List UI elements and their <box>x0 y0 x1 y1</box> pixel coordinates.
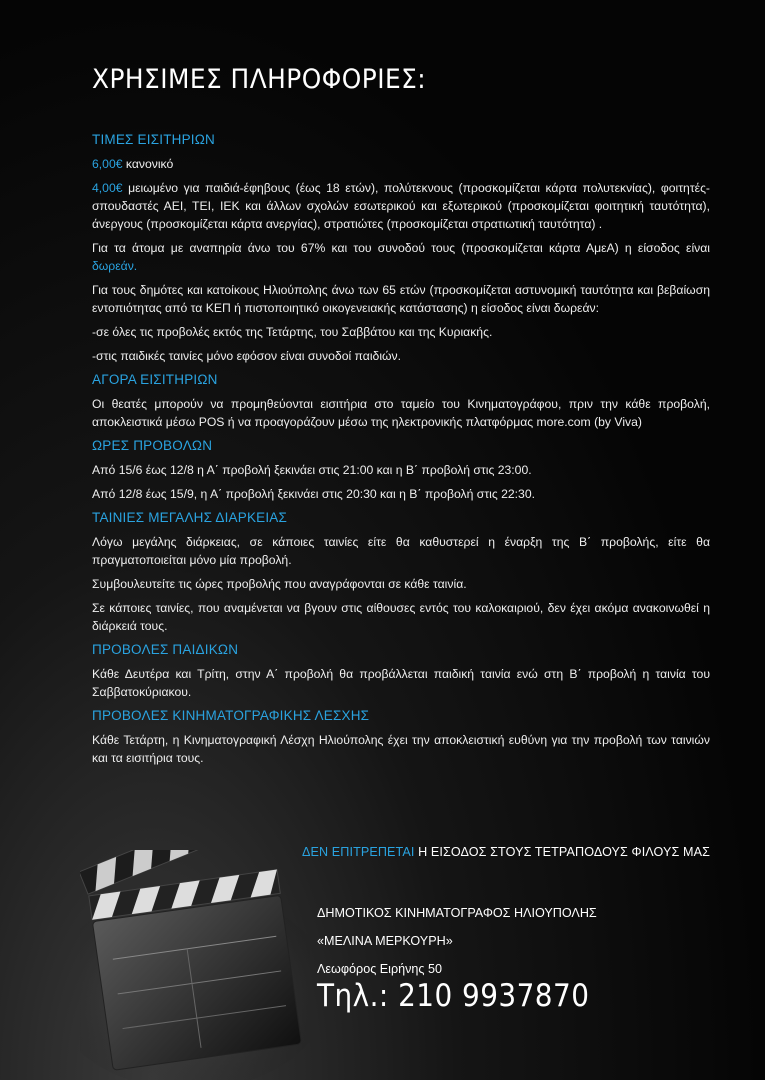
section-heading-ticket-prices: ΤΙΜΕΣ ΕΙΣΙΤΗΡΙΩΝ <box>92 132 215 147</box>
section-ticket-prices <box>92 131 710 365</box>
price-regular <box>92 155 710 173</box>
showtimes-line-1: Από 15/6 έως 12/8 η Α΄ προβολή ξεκινάει στις 21:00 και η Β΄ προβολή στις 23:00. <box>92 463 532 477</box>
section-heading-kids: ΠΡΟΒΟΛΕΣ ΠΑΙΔΙΚΩΝ <box>92 642 239 657</box>
pets-notice-rest: Η ΕΙΣΟΔΟΣ ΣΤΟΥΣ ΤΕΤΡΑΠΟΔΟΥΣ ΦΙΛΟΥΣ ΜΑΣ <box>414 845 710 859</box>
section-heading-film-club: ΠΡΟΒΟΛΕΣ ΚΙΝΗΜΑΤΟΓΡΑΦΙΚΗΣ ΛΕΣΧΗΣ <box>92 708 370 723</box>
price-reduced-value: 4,00€ <box>92 181 123 195</box>
cinema-name: ΔΗΜΟΤΙΚΟΣ ΚΙΝΗΜΑΤΟΓΡΑΦΟΣ ΗΛΙΟΥΠΟΛΗΣ <box>317 906 597 920</box>
section-heading-ticket-purchase: ΑΓΟΡΑ ΕΙΣΙΤΗΡΙΩΝ <box>92 372 218 387</box>
price-reduced-text: μειωμένο για παιδιά-έφηβους (έως 18 ετών), πολύτεκνους (προσκομίζεται κάρτα πολυτεκνίας), φοιτητές-σπουδαστές ΑΕΙ, ΤΕΙ, ΙΕΚ και άλλων σχολών εσωτερικού και εξωτερικού (προσκομίζεται φοιτητική ταυτότητα), άνεργους (προσκομίζεται κάρτα ανεργίας), στρατιώτες (προσκομίζεται στρατιωτική ταυτότητα) . <box>92 181 710 231</box>
section-ticket-purchase <box>92 371 710 431</box>
pets-notice-highlight: ΔΕΝ ΕΠΙΤΡΕΠΕΤΑΙ <box>301 845 415 859</box>
film-club-text: Κάθε Τετάρτη, η Κινηματογραφική Λέσχη Ηλιούπολης έχει την αποκλειστική ευθύνη για την προβολή των ταινιών και τα εισιτήρια τους. <box>92 733 710 765</box>
seniors-rule-2: -στις παιδικές ταινίες μόνο εφόσον είναι συνοδοί παιδιών. <box>92 349 402 363</box>
clapperboard-icon <box>80 850 310 1080</box>
cinema-address <box>317 904 597 988</box>
seniors-rule-1: -σε όλες τις προβολές εκτός της Τετάρτης, του Σαββάτου και της Κυριακής. <box>92 325 493 339</box>
disability-info <box>92 239 710 275</box>
pets-notice <box>302 845 710 859</box>
price-regular-value: 6,00€ <box>92 157 123 171</box>
section-long-films <box>92 509 710 635</box>
showtimes-line-2: Από 12/8 έως 15/9, η Α΄ προβολή ξεκινάει στις 20:30 και η Β΄ προβολή στις 22:30. <box>92 487 535 501</box>
kids-text: Κάθε Δευτέρα και Τρίτη, στην Α΄ προβολή θα προβάλλεται παιδική ταινία ενώ στη Β΄ προβολή η ταινία του Σαββατοκύριακου. <box>92 667 710 699</box>
disability-free: δωρεάν. <box>92 259 138 273</box>
long-films-text-3: Σε κάποιες ταινίες, που αναμένεται να βγουν στις αίθουσες εντός του καλοκαιριού, δεν έχει ακόμα ανακοινωθεί η διάρκειά τους. <box>92 601 710 633</box>
cinema-subname: «ΜΕΛΙΝΑ ΜΕΡΚΟΥΡΗ» <box>317 934 453 948</box>
page-title: ΧΡΗΣΙΜΕΣ ΠΛΗΡΟΦΟΡΙΕΣ: <box>92 64 427 95</box>
section-heading-showtimes: ΩΡΕΣ ΠΡΟΒΟΛΩΝ <box>92 438 213 453</box>
section-film-club <box>92 707 710 767</box>
section-kids-screenings <box>92 641 710 701</box>
long-films-text-2: Συμβουλευτείτε τις ώρες προβολής που αναγράφονται σε κάθε ταινία. <box>92 577 467 591</box>
cinema-phone: Τηλ.: 210 9937870 <box>317 978 590 1014</box>
seniors-info: Για τους δημότες και κατοίκους Ηλιούπολης άνω των 65 ετών (προσκομίζεται αστυνομική ταυτότητα και βεβαίωση εντοπιότητας από τα ΚΕΠ ή πιστοποιητικό οικογενειακής κατάστασης) η είσοδος είναι δωρεάν: <box>92 283 710 315</box>
purchase-text: Οι θεατές μπορούν να προμηθεύονται εισιτήρια στο ταμείο του Κινηματογράφου, πριν την κάθε προβολή, αποκλειστικά μέσω POS ή να προαγοράζουν μέσω της ηλεκτρονικής πλατφόρμας more.com (by Viva) <box>92 397 710 429</box>
cinema-street: Λεωφόρος Ειρήνης 50 <box>317 962 443 976</box>
section-showtimes <box>92 437 710 503</box>
disability-text: Για τα άτομα με αναπηρία άνω του 67% και του συνοδού τους (προσκομίζεται κάρτα ΑμεΑ) η είσοδος είναι <box>92 241 710 255</box>
content <box>92 131 710 773</box>
long-films-text-1: Λόγω μεγάλης διάρκειας, σε κάποιες ταινίες είτε θα καθυστερεί η έναρξη της Β΄ προβολής, είτε θα πραγματοποιείται μόνο μία προβολή. <box>92 535 710 567</box>
section-heading-long-films: ΤΑΙΝΙΕΣ ΜΕΓΑΛΗΣ ΔΙΑΡΚΕΙΑΣ <box>92 510 288 525</box>
price-regular-label: κανονικό <box>122 157 174 171</box>
price-reduced <box>92 179 710 233</box>
